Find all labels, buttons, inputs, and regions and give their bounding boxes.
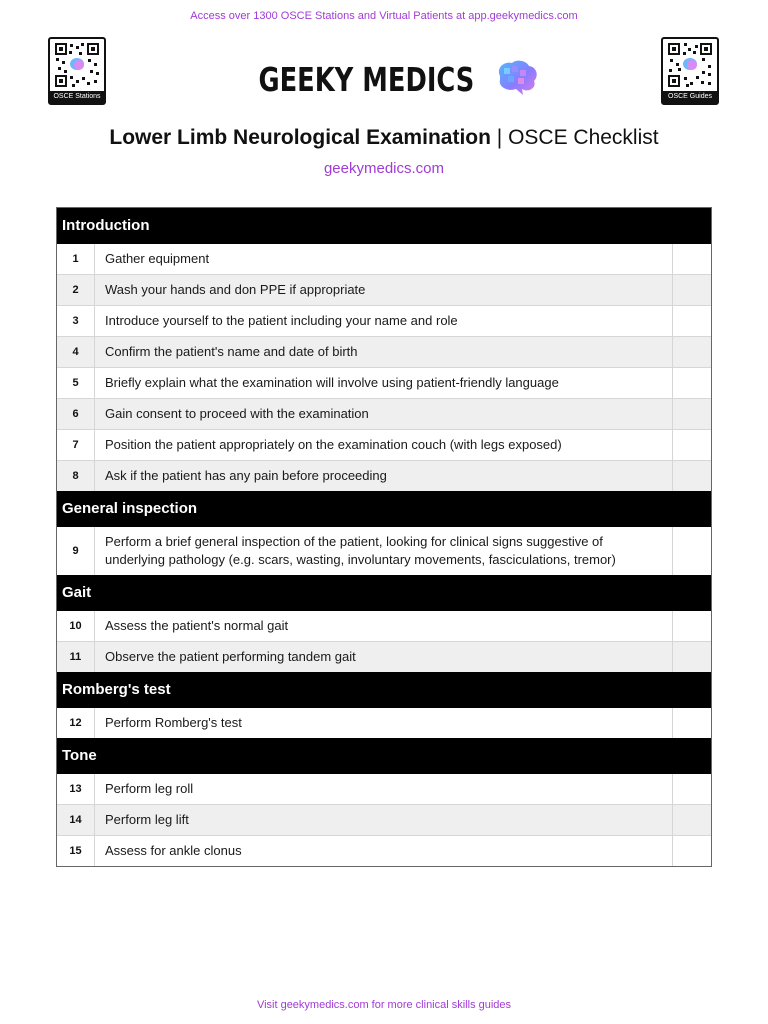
tick-box[interactable] xyxy=(672,399,711,429)
step-number: 4 xyxy=(57,337,95,367)
tick-box[interactable] xyxy=(672,461,711,491)
step-text: Gather equipment xyxy=(105,251,210,266)
checklist-row xyxy=(57,460,711,491)
step-text: Gain consent to proceed with the examination xyxy=(105,406,369,421)
step-number: 13 xyxy=(57,774,95,804)
step-number: 1 xyxy=(57,244,95,274)
tick-box[interactable] xyxy=(672,275,711,305)
section-header: Romberg's test xyxy=(57,672,711,708)
checklist-row xyxy=(57,835,711,866)
step-text: Position the patient appropriately on the examination couch (with legs exposed) xyxy=(105,437,562,452)
section-header: Gait xyxy=(57,575,711,611)
step-text: Perform leg lift xyxy=(105,812,189,827)
tick-box[interactable] xyxy=(672,642,711,672)
checklist-row xyxy=(57,774,711,804)
checklist-row xyxy=(57,398,711,429)
step-text: Observe the patient performing tandem gait xyxy=(105,649,356,664)
checklist-row xyxy=(57,708,711,738)
step-number: 10 xyxy=(57,611,95,641)
tick-box[interactable] xyxy=(672,306,711,336)
tick-box[interactable] xyxy=(672,527,711,575)
tick-box[interactable] xyxy=(672,337,711,367)
tick-box[interactable] xyxy=(672,805,711,835)
qr-caption-osce-stations: OSCE Stations xyxy=(50,91,104,103)
tick-box[interactable] xyxy=(672,774,711,804)
tick-box[interactable] xyxy=(672,244,711,274)
step-text: Briefly explain what the examination will involve using patient-friendly language xyxy=(105,375,559,390)
tick-box[interactable] xyxy=(672,708,711,738)
checklist-row xyxy=(57,367,711,398)
checklist-table xyxy=(56,207,712,867)
footer-link[interactable]: Visit geekymedics.com for more clinical skills guides xyxy=(256,999,512,1011)
step-text: Perform leg roll xyxy=(105,781,194,796)
step-number: 9 xyxy=(57,527,95,575)
step-number: 6 xyxy=(57,399,95,429)
step-number: 11 xyxy=(57,642,95,672)
step-text: Introduce yourself to the patient including your name and role xyxy=(105,313,458,328)
tick-box[interactable] xyxy=(672,836,711,866)
step-text: Perform a brief general inspection of the patient, looking for clinical signs suggestive of underlying pathology (e.g. scars, wasting, involuntary movements, fasciculations, tremor) xyxy=(105,534,616,567)
top-banner[interactable]: Access over 1300 OSCE Stations and Virtual Patients at app.geekymedics.com xyxy=(190,10,578,22)
checklist-row xyxy=(57,641,711,672)
section-header: Introduction xyxy=(57,208,711,244)
checklist-row xyxy=(57,804,711,835)
brand-logo[interactable] xyxy=(0,58,768,101)
title-main: Lower Limb Neurological Examination xyxy=(109,126,491,149)
checklist-row xyxy=(57,527,711,575)
step-number: 14 xyxy=(57,805,95,835)
site-link[interactable]: geekymedics.com xyxy=(323,160,445,177)
checklist-row xyxy=(57,274,711,305)
step-number: 2 xyxy=(57,275,95,305)
step-text: Assess for ankle clonus xyxy=(105,843,242,858)
brain-icon xyxy=(492,58,540,101)
tick-box[interactable] xyxy=(672,368,711,398)
step-text: Perform Romberg's test xyxy=(105,715,242,730)
title-separator: | xyxy=(490,126,509,149)
section-header: Tone xyxy=(57,738,711,774)
step-text: Confirm the patient's name and date of birth xyxy=(105,344,358,359)
checklist-row xyxy=(57,305,711,336)
step-number: 7 xyxy=(57,430,95,460)
step-number: 15 xyxy=(57,836,95,866)
qr-caption-osce-guides: OSCE Guides xyxy=(663,91,717,103)
section-header: General inspection xyxy=(57,491,711,527)
checklist-row xyxy=(57,611,711,641)
step-text: Ask if the patient has any pain before proceeding xyxy=(105,468,387,483)
tick-box[interactable] xyxy=(672,611,711,641)
step-number: 12 xyxy=(57,708,95,738)
step-text: Wash your hands and don PPE if appropriate xyxy=(105,282,366,297)
step-number: 3 xyxy=(57,306,95,336)
step-text: Assess the patient's normal gait xyxy=(105,618,289,633)
brand-name: GEEKY MEDICS xyxy=(258,60,475,99)
step-number: 5 xyxy=(57,368,95,398)
title-suffix: OSCE Checklist xyxy=(508,126,659,149)
tick-box[interactable] xyxy=(672,430,711,460)
page-title xyxy=(0,126,768,150)
step-number: 8 xyxy=(57,461,95,491)
checklist-row xyxy=(57,336,711,367)
checklist-row xyxy=(57,244,711,274)
checklist-row xyxy=(57,429,711,460)
